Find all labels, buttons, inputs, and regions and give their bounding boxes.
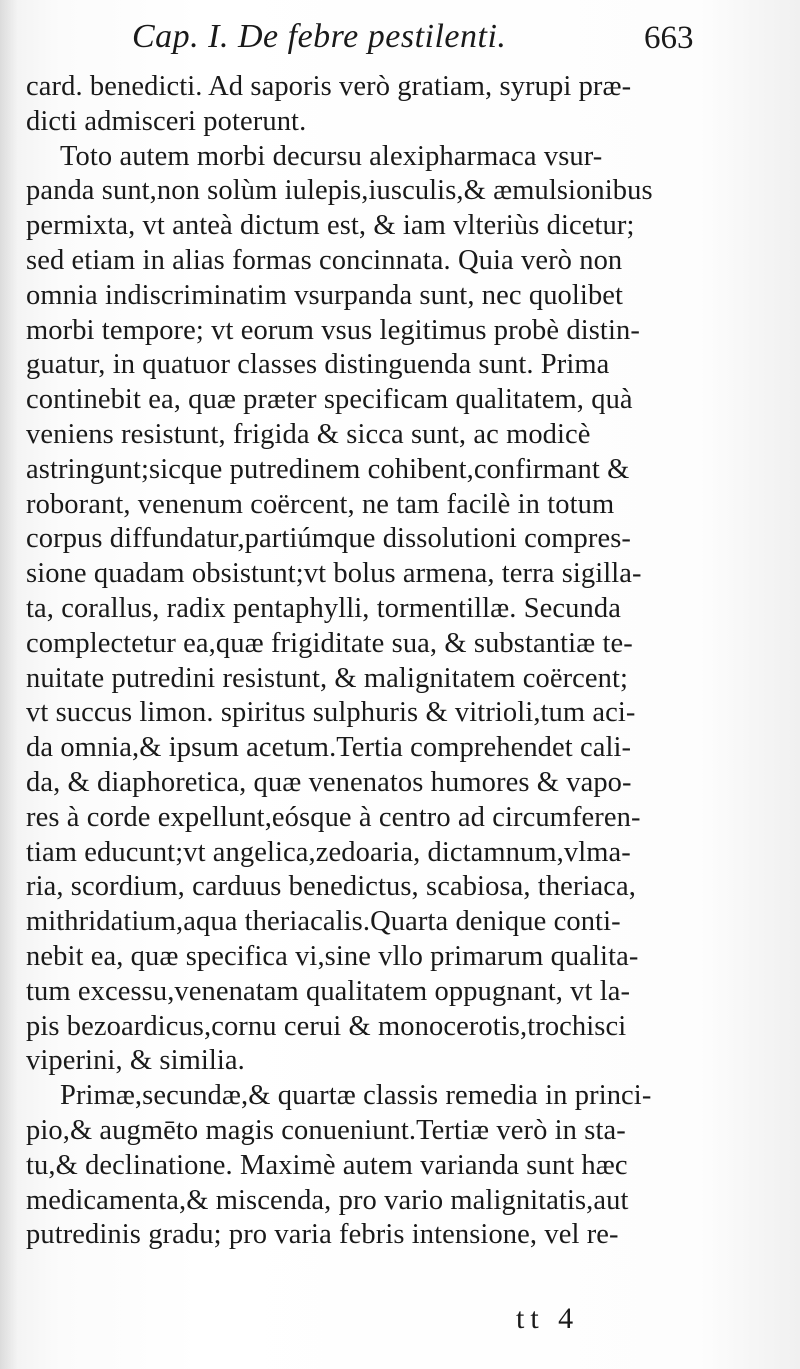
text-line: viperini, & similia. xyxy=(26,1045,245,1077)
text-line: vt succus limon. spiritus sulphuris & vitrioli,tum aci- xyxy=(26,697,636,729)
signature-mark: tt 4 xyxy=(516,1302,580,1335)
text-line: astringunt;sicque putredinem cohibent,confirmant & xyxy=(26,453,630,485)
text-line: veniens resistunt, frigida & sicca sunt, ac modicè xyxy=(26,418,591,450)
text-line: da, & diaphoretica, quæ venenatos humores & vapo- xyxy=(26,766,632,798)
text-line: corpus diffundatur,partiúmque dissolutioni compres- xyxy=(26,523,631,555)
page-header xyxy=(0,14,800,74)
text-line: mithridatium,aqua theriacalis.Quarta denique conti- xyxy=(26,906,621,938)
text-line: putredinis gradu; pro varia febris intensione, vel re- xyxy=(26,1219,619,1251)
text-line: tu,& declinatione. Maximè autem varianda sunt hæc xyxy=(26,1149,628,1181)
page-number: 663 xyxy=(644,20,694,56)
text-line: pis bezoardicus,cornu cerui & monocerotis,trochisci xyxy=(26,1010,627,1042)
text-line: ta, corallus, radix pentaphylli, tormentillæ. Secunda xyxy=(26,592,621,624)
text-line: panda sunt,non solùm iulepis,iusculis,& æmulsionibus xyxy=(26,175,653,207)
text-line: morbi tempore; vt eorum vsus legitimus probè distin- xyxy=(26,314,640,346)
text-line: tiam educunt;vt angelica,zedoaria, dictamnum,vlma- xyxy=(26,836,631,868)
text-line: sione quadam obsistunt;vt bolus armena, terra sigilla- xyxy=(26,558,642,590)
text-line: complectetur ea,quæ frigiditate sua, & substantiæ te- xyxy=(26,627,633,659)
text-line: ria, scordium, carduus benedictus, scabiosa, theriaca, xyxy=(26,871,637,903)
text-line: continebit ea, quæ præter specificam qualitatem, quà xyxy=(26,384,633,416)
body-text xyxy=(26,70,766,1253)
text-line: da omnia,& ipsum acetum.Tertia comprehendet cali- xyxy=(26,732,632,764)
text-line: roborant, venenum coërcent, ne tam facilè in totum xyxy=(26,488,615,520)
running-title: Cap. I. De febre pestilenti. xyxy=(132,18,507,55)
text-line: pio,& augmēto magis conueniunt.Tertiæ verò in sta- xyxy=(26,1114,626,1146)
text-line: nebit ea, quæ specifica vi,sine vllo primarum qualita- xyxy=(26,940,639,972)
text-line: guatur, in quatuor classes distinguenda sunt. Prima xyxy=(26,349,610,381)
text-line: dicti admisceri poterunt. xyxy=(26,105,307,137)
text-line: tum excessu,venenatam qualitatem oppugnant, vt la- xyxy=(26,975,631,1007)
text-line: medicamenta,& miscenda, pro vario malignitatis,aut xyxy=(26,1184,629,1216)
text-line: permixta, vt anteà dictum est, & iam vlteriùs dicetur; xyxy=(26,210,635,242)
text-line: omnia indiscriminatim vsurpanda sunt, nec quolibet xyxy=(26,279,624,311)
text-line: nuitate putredini resistunt, & malignitatem coërcent; xyxy=(26,662,629,694)
text-line: Toto autem morbi decursu alexipharmaca vsur- xyxy=(60,140,603,172)
text-line: res à corde expellunt,eósque à centro ad circumferen- xyxy=(26,801,641,833)
text-line: Primæ,secundæ,& quartæ classis remedia in princi- xyxy=(60,1080,652,1112)
text-line: card. benedicti. Ad saporis verò gratiam, syrupi præ- xyxy=(26,71,632,102)
text-line: sed etiam in alias formas concinnata. Quia verò non xyxy=(26,244,623,276)
